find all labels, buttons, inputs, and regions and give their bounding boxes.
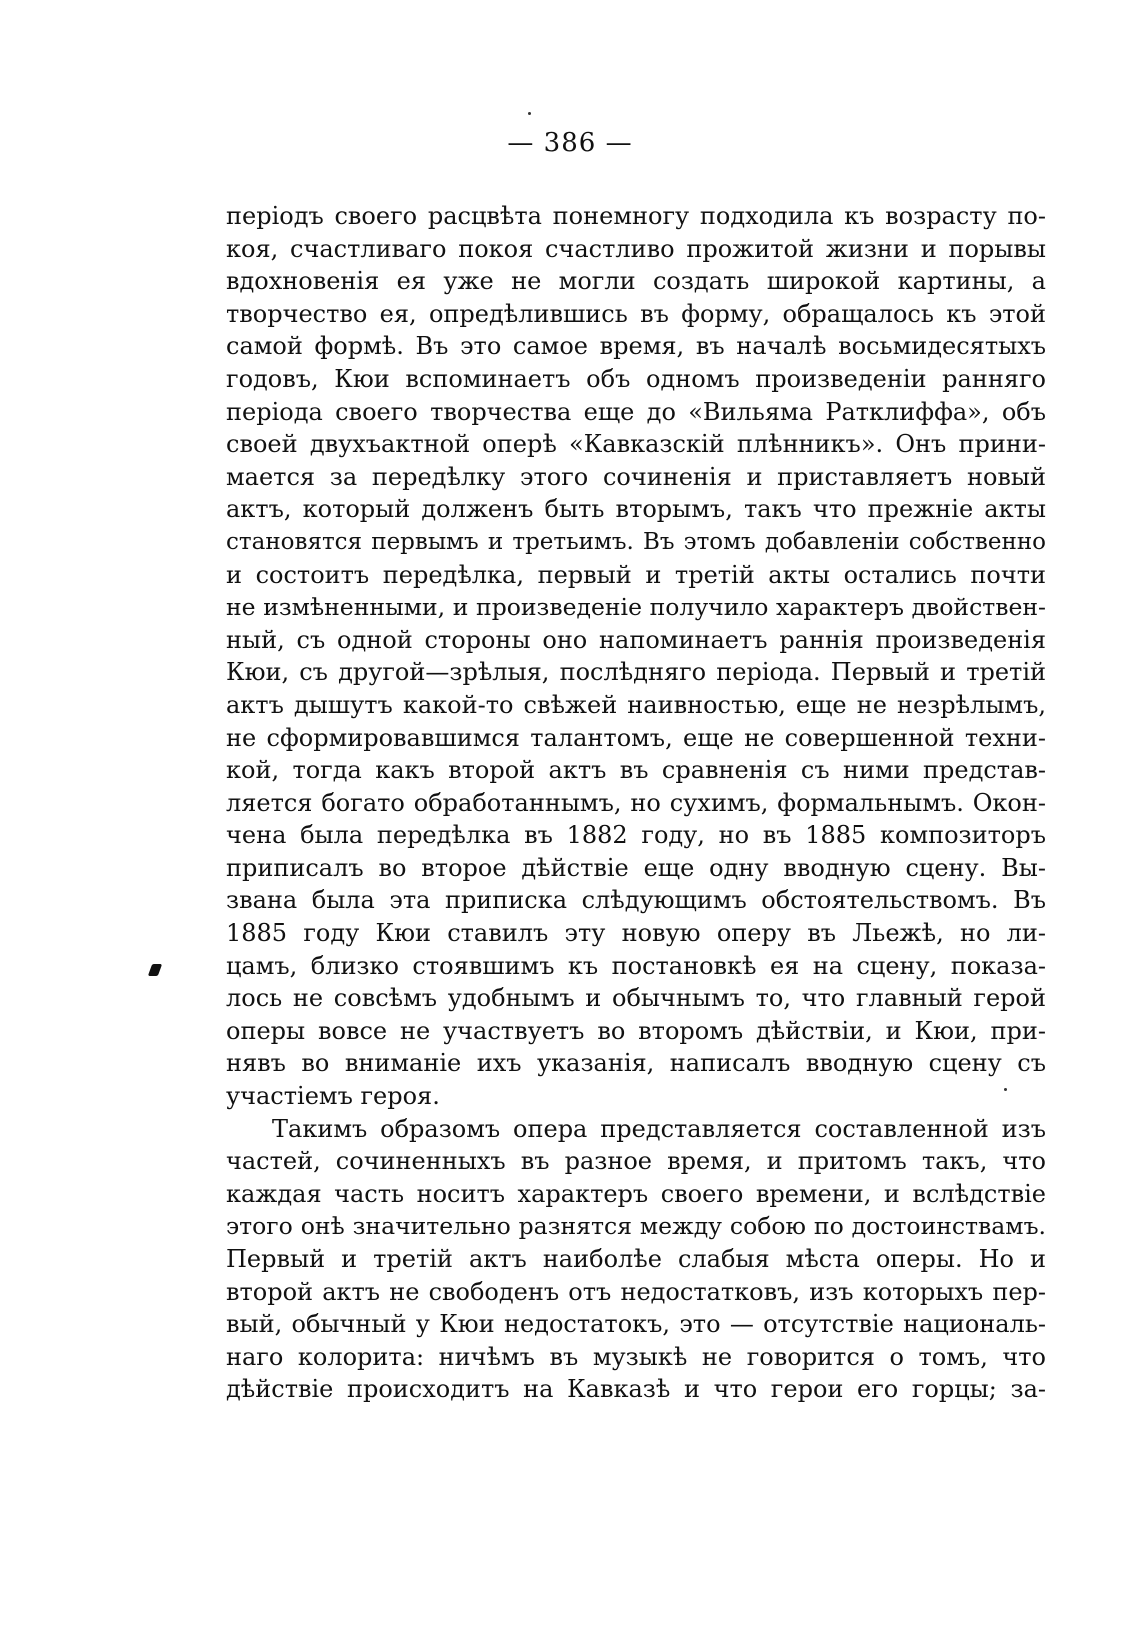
text-line: становятся первымъ и третьимъ. Въ этомъ добавленіи собственно xyxy=(226,528,1046,555)
text-line: цамъ, близко стоявшимъ къ постановкѣ ея на сцену, показа- xyxy=(226,951,1046,980)
body-text xyxy=(226,200,1046,1406)
text-line: частей, сочиненныхъ въ разное время, и притомъ такъ, что xyxy=(226,1147,1046,1176)
text-line: приписалъ во второе дѣйствіе еще одну вводную сцену. Вы- xyxy=(226,853,1046,882)
text-line: оперы вовсе не участвуетъ во второмъ дѣйствіи, и Кюи, при- xyxy=(226,1016,1046,1045)
text-line: лось не совсѣмъ удобнымъ и обычнымъ то, что главный герой xyxy=(226,984,1046,1013)
text-line: творчество ея, опредѣлившись въ форму, обращалось къ этой xyxy=(226,299,1046,328)
text-line: кой, тогда какъ второй актъ въ сравненія съ ними представ- xyxy=(226,756,1046,785)
paragraph-1 xyxy=(226,200,1046,1113)
text-line: ный, съ одной стороны оно напоминаетъ раннія произведенія xyxy=(226,625,1046,654)
text-line: Первый и третій актъ наиболѣе слабыя мѣста оперы. Но и xyxy=(226,1245,1046,1273)
text-line: наго колорита: ничѣмъ въ музыкѣ не говорится о томъ, что xyxy=(226,1342,1046,1371)
text-line: звана была эта приписка слѣдующимъ обстоятельствомъ. Въ xyxy=(226,886,1046,915)
margin-ink-mark xyxy=(148,964,162,976)
text-line: 1885 году Кюи ставилъ эту новую оперу въ Льежѣ, но ли- xyxy=(226,919,1046,948)
text-line: ляется богато обработаннымъ, но сухимъ, формальнымъ. Окон- xyxy=(226,788,1046,817)
ink-speck xyxy=(528,112,531,115)
text-line: каждая часть носитъ характеръ своего времени, и вслѣдствіе xyxy=(226,1179,1046,1208)
text-line: Такимъ образомъ опера представляется составленной изъ xyxy=(272,1114,1046,1143)
text-line: періодъ своего расцвѣта понемногу подходила къ возрасту по- xyxy=(226,202,1046,230)
text-line: вдохновенія ея уже не могли создать широкой картины, а xyxy=(226,267,1046,296)
text-line: и состоитъ передѣлка, первый и третій акты остались почти xyxy=(226,560,1046,589)
text-line: чена была передѣлка въ 1882 году, но въ 1885 композиторъ xyxy=(226,821,1046,850)
text-line: второй актъ не свободенъ отъ недостатковъ, изъ которыхъ пер- xyxy=(226,1277,1046,1306)
page-number: — 386 — xyxy=(507,128,633,158)
text-line: годовъ, Кюи вспоминаетъ объ одномъ произведеніи ранняго xyxy=(226,364,1046,393)
text-line: актъ, который долженъ быть вторымъ, такъ что прежніе акты xyxy=(226,495,1046,524)
text-line: коя, счастливаго покоя счастливо прожитой жизни и порывы xyxy=(226,234,1046,263)
text-line: не измѣненными, и произведеніе получило характеръ двойствен- xyxy=(226,593,1046,622)
paragraph-2 xyxy=(226,1113,1046,1406)
text-line: актъ дышутъ какой-то свѣжей наивностью, еще не незрѣлымъ, xyxy=(226,690,1046,719)
text-line: участіемъ героя. xyxy=(226,1082,440,1111)
text-line: вый, обычный у Кюи недостатокъ, это — отсутствіе националь- xyxy=(226,1310,1046,1339)
text-line: самой формѣ. Въ это самое время, въ началѣ восьмидесятыхъ xyxy=(226,332,1046,361)
text-line: этого онѣ значительно разнятся между собою по достоинствамъ. xyxy=(226,1212,1046,1241)
text-line: Кюи, съ другой—зрѣлыя, послѣдняго періода. Первый и третій xyxy=(226,658,1046,687)
text-line: дѣйствіе происходитъ на Кавказѣ и что герои его горцы; за- xyxy=(226,1375,1046,1404)
text-line: своей двухъактной оперѣ «Кавказскій плѣнникъ». Онъ прини- xyxy=(226,430,1046,459)
text-line: нявъ во вниманіе ихъ указанія, написалъ вводную сцену съ xyxy=(226,1049,1046,1078)
text-line: періода своего творчества еще до «Вильяма Ратклиффа», объ xyxy=(226,397,1046,426)
text-line: не сформировавшимся талантомъ, еще не совершенной техни- xyxy=(226,723,1046,752)
text-line: мается за передѣлку этого сочиненія и приставляетъ новый xyxy=(226,462,1046,491)
